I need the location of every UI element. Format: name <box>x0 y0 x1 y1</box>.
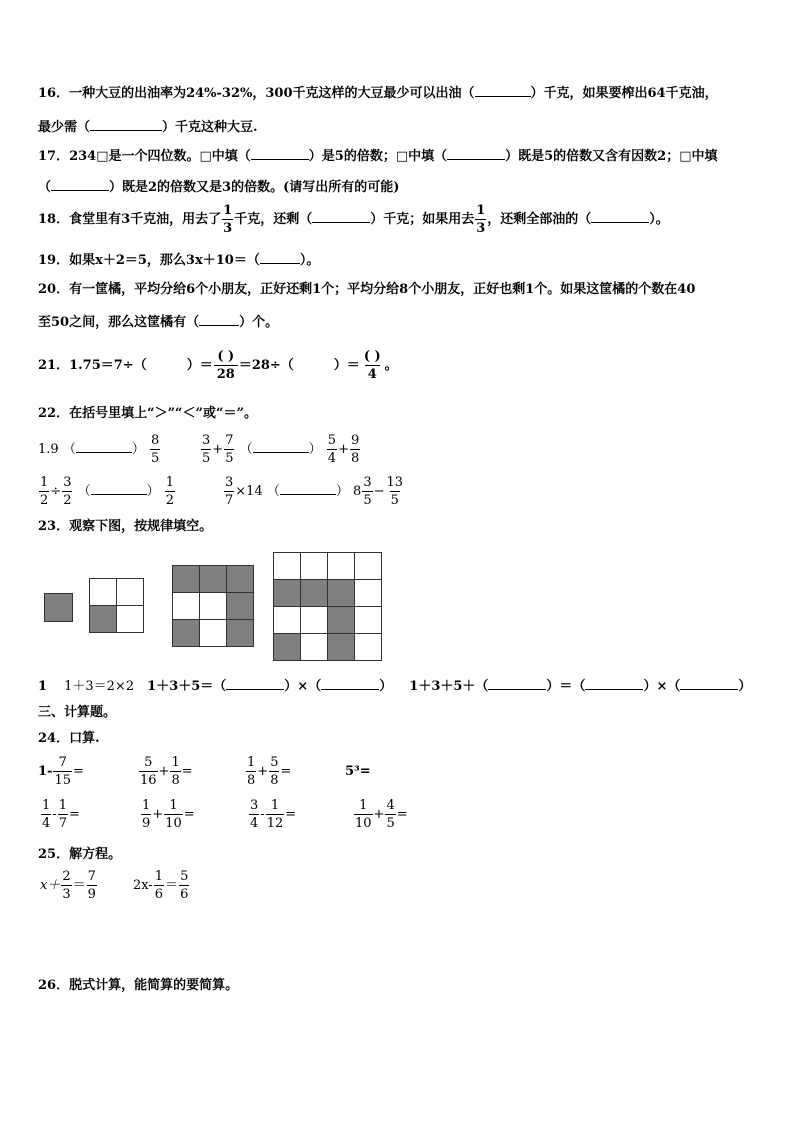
frac-den: 7 <box>225 493 234 508</box>
q22-row2-col1 <box>38 473 176 511</box>
frac-den: 4 <box>42 816 51 831</box>
frac-num: 1 <box>223 203 233 218</box>
whole-number: 8 <box>353 484 362 499</box>
frac-den: 12 <box>266 816 284 831</box>
frac-num: 1 <box>169 798 178 813</box>
frac-num: 1 <box>171 755 180 770</box>
grid-cell-shaded <box>327 606 355 634</box>
q24-item <box>248 796 296 834</box>
q22-fraction <box>62 475 72 508</box>
q24-fraction <box>141 798 151 831</box>
grid-cell-shaded <box>89 605 117 633</box>
q16-line1 <box>38 84 718 102</box>
operator: + <box>338 442 349 457</box>
q24-item <box>40 796 80 834</box>
q24-item <box>345 753 371 791</box>
pattern-figure-2 <box>89 578 143 632</box>
q22-title: 22．在括号里填上“＞”“＜”或“＝”。 <box>38 406 257 421</box>
frac-num: 3 <box>250 798 259 813</box>
frac-den: 5 <box>390 493 399 508</box>
q22-blank-3[interactable] <box>91 482 147 495</box>
grid-cell-shaded <box>226 592 254 620</box>
frac-num: 4 <box>386 798 395 813</box>
paren-open: （ <box>266 484 280 499</box>
frac-num: 1 <box>165 475 175 490</box>
frac-den: 10 <box>355 816 372 831</box>
frac-num: 1 <box>154 869 164 884</box>
q23-formula-4c: ）×（ <box>643 679 681 694</box>
grid-cell-shaded <box>327 579 355 607</box>
grid-cell-empty <box>354 633 382 661</box>
q24-fraction <box>41 798 51 831</box>
grid-cell-shaded <box>273 579 301 607</box>
grid-cell-empty <box>116 578 144 606</box>
q19-text-b: ）。 <box>299 253 320 268</box>
pattern-figure-1 <box>44 593 72 621</box>
q22-fraction <box>165 475 175 508</box>
q16-text-d: ）千克这种大豆. <box>162 120 258 135</box>
q24-fraction <box>170 755 180 788</box>
q24-fraction <box>354 798 373 831</box>
q24-text: + <box>158 764 170 779</box>
frac-num: 8 <box>151 433 160 448</box>
frac-den: 16 <box>140 773 157 788</box>
frac-den: 8 <box>171 773 180 788</box>
q16-blank-2[interactable] <box>90 118 162 131</box>
paren-close: ） <box>335 484 349 499</box>
frac-den: 5 <box>386 816 395 831</box>
q23-formula-3a: 1＋3＋5＝（ <box>147 679 227 694</box>
frac-den: 3 <box>476 221 486 236</box>
grid-cell-shaded <box>300 579 328 607</box>
q21-fraction-2 <box>361 349 384 382</box>
q22-fraction <box>327 433 337 466</box>
eq-fraction <box>154 869 164 902</box>
q23-formula-4a: 1＋3＋5＋（ <box>409 679 489 694</box>
grid-cell-shaded <box>199 565 227 593</box>
grid-cell-empty <box>273 606 301 634</box>
q24-title: 24．口算. <box>38 731 100 746</box>
frac-num: 1 <box>40 475 49 490</box>
q22-fraction <box>39 475 49 508</box>
q18-text-d: ，还剩全部油的（ <box>487 212 592 227</box>
frac-num: 3 <box>225 475 234 490</box>
section-heading: 三、计算题。 <box>38 705 117 720</box>
frac-den: 8 <box>247 773 256 788</box>
q20-text-b: 至50之间，那么这筐橘有（ <box>38 315 200 330</box>
frac-den: 3 <box>223 221 233 236</box>
q22-row1-col2 <box>200 431 361 469</box>
q19-blank[interactable] <box>260 251 300 264</box>
q24-fraction <box>53 755 72 788</box>
frac-den: 8 <box>350 451 360 466</box>
frac-den: 28 <box>214 365 238 382</box>
eq-sign: ＝ <box>72 878 86 893</box>
q23-blank-2[interactable] <box>321 677 379 690</box>
frac-num: 3 <box>63 475 72 490</box>
grid-cell-shaded <box>273 633 301 661</box>
grid-cell-empty <box>354 579 382 607</box>
eq-fraction <box>87 869 97 902</box>
grid-cell-empty <box>354 552 382 580</box>
grid-cell-empty <box>273 552 301 580</box>
frac-num: 7 <box>58 755 67 770</box>
q24-item <box>140 796 195 834</box>
q23-formula-4d: ） <box>738 679 752 694</box>
frac-num: 9 <box>350 433 360 448</box>
pattern-figure-3 <box>172 565 253 646</box>
frac-den: 4 <box>365 365 380 382</box>
q24-text: 1- <box>38 764 53 779</box>
operator: ÷ <box>50 484 62 499</box>
eq-text: 2x- <box>133 878 153 893</box>
q21-text-b: ）＝ <box>186 358 213 373</box>
frac-den: 5 <box>151 451 160 466</box>
q25-equation-1 <box>40 866 98 906</box>
pattern-figure-4 <box>273 552 381 660</box>
q16-text-a: 16．一种大豆的出油率为24%-32%，300千克这样的大豆最少可以出油（ <box>38 86 475 101</box>
q21-text-d: ）＝ <box>333 358 360 373</box>
eq-fraction <box>61 869 71 902</box>
frac-num: 5 <box>270 755 279 770</box>
grid-cell-empty <box>199 619 227 647</box>
eq-sign: ＝ <box>165 878 179 893</box>
q20-line2 <box>38 313 278 331</box>
q24-item <box>245 753 291 791</box>
q24-fraction <box>266 798 285 831</box>
frac-den: 2 <box>63 493 72 508</box>
q24-text: = <box>280 764 292 779</box>
q17-text-d: （ <box>38 180 52 195</box>
q22-fraction <box>201 433 211 466</box>
q18-blank-1[interactable] <box>312 210 370 223</box>
frac-num: 1 <box>247 755 256 770</box>
q19-line <box>38 251 319 269</box>
q24-item <box>38 753 84 791</box>
q17-line1 <box>38 147 718 165</box>
frac-den: 9 <box>142 816 151 831</box>
frac-num: 1 <box>142 798 151 813</box>
q22-row2-col2 <box>223 473 405 511</box>
q22-blank-1[interactable] <box>76 440 132 453</box>
grid-cell-shaded <box>226 619 254 647</box>
frac-num: ( ) <box>363 349 381 364</box>
frac-den: 6 <box>180 887 189 902</box>
q22-row1-col1 <box>38 431 161 469</box>
q24-fraction <box>269 755 279 788</box>
frac-den: 4 <box>250 816 259 831</box>
grid-cell-shaded <box>172 619 200 647</box>
paren-open: （ <box>62 442 76 457</box>
frac-num: 5 <box>180 869 189 884</box>
q24-item <box>353 796 408 834</box>
q23-blank-3[interactable] <box>488 677 546 690</box>
q21-text-e: 。 <box>384 358 398 373</box>
q25-equation-2 <box>133 866 190 906</box>
q18-fraction-2 <box>475 203 486 236</box>
frac-den: 15 <box>54 773 71 788</box>
grid-cell-empty <box>354 606 382 634</box>
q23-title: 23．观察下图，按规律填空。 <box>38 519 213 534</box>
q20-text-a: 20．有一筐橘，平均分给6个小朋友，正好还剩1个；平均分给8个小朋友，正好也剩1个。如果这筐橘的个数在40 <box>38 282 696 297</box>
frac-num: 1 <box>359 798 368 813</box>
q23-blank-5[interactable] <box>680 677 738 690</box>
q23-formula-3b: ）×（ <box>284 679 322 694</box>
q25-title: 25．解方程。 <box>38 847 122 862</box>
q18-text-e: ）。 <box>649 212 669 227</box>
q24-text: = <box>183 807 195 822</box>
operator: − <box>373 484 385 499</box>
q18-text-c: ）千克；如果用去 <box>370 212 475 227</box>
frac-den: 7 <box>58 816 67 831</box>
frac-num: 2 <box>62 869 71 884</box>
q17-text-a: 17．234□是一个四位数。□中填（ <box>38 149 251 164</box>
frac-num: 7 <box>225 433 234 448</box>
q23-blank-4[interactable] <box>585 677 643 690</box>
frac-num: ( ) <box>217 349 235 364</box>
q17-text-b: ）是5的倍数；□中填（ <box>308 149 448 164</box>
q23-blank-1[interactable] <box>226 677 284 690</box>
grid-cell-shaded <box>327 633 355 661</box>
q18-fraction-1 <box>222 203 233 236</box>
q24-text: + <box>152 807 164 822</box>
q24-text: + <box>257 764 269 779</box>
q17-line2 <box>38 178 399 196</box>
q22-fraction <box>224 475 234 508</box>
q18-text-b: 千克，还剩（ <box>234 212 313 227</box>
frac-den: 8 <box>270 773 279 788</box>
frac-den: 5 <box>202 451 211 466</box>
operator: ×14 <box>235 484 263 499</box>
grid-cell-empty <box>89 578 117 606</box>
frac-den: 5 <box>225 451 234 466</box>
q23-formula-4b: ）＝（ <box>546 679 586 694</box>
q22-blank-4[interactable] <box>280 482 336 495</box>
q23-formula-2: 1＋3＝2×2 <box>64 679 135 694</box>
q21-line <box>38 346 398 386</box>
q24-fraction <box>58 798 68 831</box>
frac-den: 9 <box>87 887 96 902</box>
frac-num: 1 <box>270 798 280 813</box>
frac-num: 1 <box>58 798 67 813</box>
grid-cell-empty <box>116 605 144 633</box>
q16-blank-1[interactable] <box>475 84 531 97</box>
grid-cell-empty <box>327 552 355 580</box>
q22-fraction <box>224 433 234 466</box>
operator: + <box>212 442 224 457</box>
frac-num: 5 <box>327 433 337 448</box>
frac-den: 3 <box>62 887 71 902</box>
q17-blank-1[interactable] <box>251 147 309 160</box>
frac-den: 6 <box>154 887 164 902</box>
q23-formula-3c: ） <box>379 679 393 694</box>
q24-text: = <box>68 807 80 822</box>
q22-value: 1.9 <box>38 442 59 457</box>
q18-text-a: 18．食堂里有3千克油，用去了 <box>38 212 222 227</box>
frac-den: 10 <box>165 816 182 831</box>
grid-cell-empty <box>300 606 328 634</box>
q17-blank-2[interactable] <box>447 147 505 160</box>
q26-title: 26．脱式计算，能简算的要简算。 <box>38 978 239 993</box>
q24-text: = <box>285 807 297 822</box>
frac-den: 5 <box>363 493 372 508</box>
paren-open: （ <box>77 484 91 499</box>
grid-cell-empty <box>172 592 200 620</box>
q23-formula-line <box>38 677 751 695</box>
q20-line1 <box>38 282 695 298</box>
q17-text-c: ）既是5的倍数又含有因数2；□中填 <box>505 149 718 164</box>
q22-blank-2[interactable] <box>253 440 309 453</box>
grid-cell-empty <box>300 552 328 580</box>
q24-text: + <box>373 807 385 822</box>
frac-den: 2 <box>165 493 175 508</box>
paren-close: ） <box>146 484 160 499</box>
q24-fraction <box>139 755 158 788</box>
q24-fraction <box>246 755 256 788</box>
q16-text-c: 最少需（ <box>38 120 91 135</box>
q18-blank-2[interactable] <box>591 210 649 223</box>
frac-num: 13 <box>386 475 404 490</box>
q24-text: = <box>396 807 408 822</box>
q24-text: = <box>73 764 84 779</box>
frac-den: 4 <box>327 451 337 466</box>
paren-open: （ <box>239 442 253 457</box>
q22-fraction <box>386 475 405 508</box>
eq-text: x＋ <box>40 878 61 893</box>
q24-text: 5³= <box>345 764 371 779</box>
frac-num: 1 <box>476 203 486 218</box>
q17-blank-3[interactable] <box>51 178 109 191</box>
frac-num: 7 <box>87 869 96 884</box>
eq-fraction <box>179 869 189 902</box>
q24-fraction <box>164 798 183 831</box>
q21-text-c: ＝28÷（ <box>238 358 294 373</box>
q23-formula-1: 1 <box>38 679 48 694</box>
frac-num: 1 <box>42 798 51 813</box>
grid-cell-empty <box>199 592 227 620</box>
q21-text-a: 21．1.75＝7÷（ <box>38 358 147 373</box>
q17-text-e: ）既是2的倍数又是3的倍数。(请写出所有的可能) <box>109 180 400 195</box>
q20-blank[interactable] <box>199 313 239 326</box>
q16-text-b: ）千克，如果要榨出64千克油， <box>530 86 718 101</box>
grid-cell-shaded <box>172 565 200 593</box>
frac-num: 3 <box>363 475 372 490</box>
q21-fraction-1 <box>214 349 238 382</box>
q24-text: = <box>181 764 193 779</box>
q22-fraction <box>150 433 160 466</box>
grid-cell-shaded <box>44 593 73 622</box>
q24-text: - <box>52 807 57 822</box>
q18-line <box>38 203 669 237</box>
q22-fraction <box>362 475 372 508</box>
grid-cell-empty <box>300 633 328 661</box>
q24-fraction <box>385 798 395 831</box>
q20-text-c: ）个。 <box>239 315 279 330</box>
paren-close: ） <box>308 442 322 457</box>
q16-line2 <box>38 118 258 136</box>
q24-text: - <box>260 807 265 822</box>
frac-num: 5 <box>144 755 153 770</box>
frac-den: 2 <box>40 493 49 508</box>
q24-fraction <box>249 798 259 831</box>
frac-num: 3 <box>202 433 211 448</box>
q19-text-a: 19．如果x＋2＝5，那么3x＋10＝（ <box>38 253 260 268</box>
grid-cell-shaded <box>226 565 254 593</box>
paren-close: ） <box>131 442 145 457</box>
q24-item <box>138 753 193 791</box>
q22-fraction <box>350 433 360 466</box>
